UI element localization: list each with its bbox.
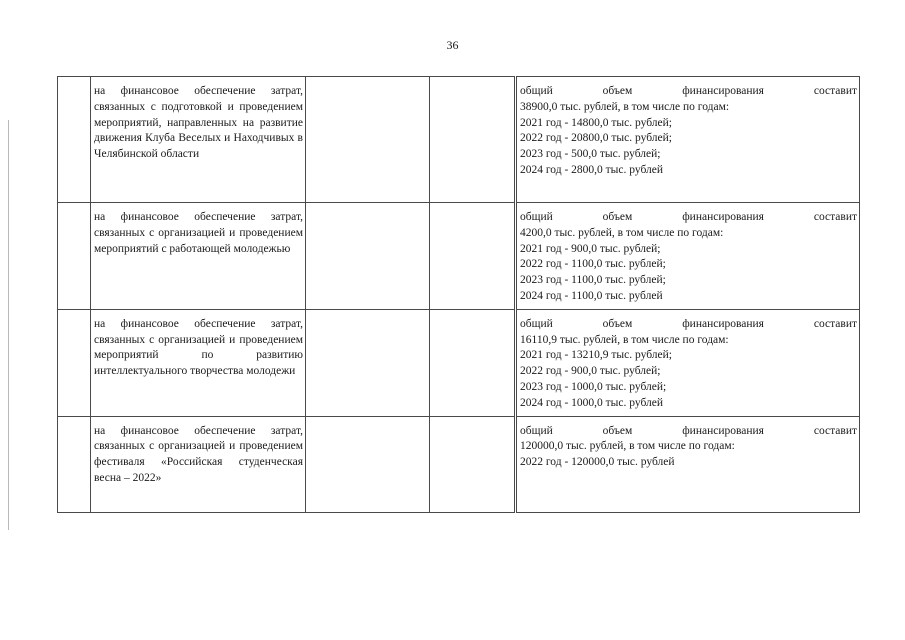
funding-year: 2022 год - 900,0 тыс. рублей; [520, 365, 661, 378]
funding-cell [516, 77, 860, 203]
funding-intro: общий объем финансирования составит [520, 317, 857, 330]
funding-year: 2022 год - 1100,0 тыс. рублей; [520, 258, 666, 271]
purpose-cell [91, 309, 306, 416]
funding-year: 2022 год - 120000,0 тыс. рублей [520, 456, 675, 469]
funding-year: 2023 год - 1000,0 тыс. рублей; [520, 380, 667, 393]
empty-cell [58, 309, 91, 416]
funding-year: 2024 год - 1100,0 тыс. рублей [520, 289, 663, 302]
funding-year: 2024 год - 2800,0 тыс. рублей [520, 163, 664, 176]
empty-cell [430, 203, 516, 310]
table-row [58, 203, 860, 310]
funding-year: 2024 год - 1000,0 тыс. рублей [520, 396, 664, 409]
table-row [58, 77, 860, 203]
empty-cell [306, 309, 430, 416]
empty-cell [430, 77, 516, 203]
funding-total: 120000,0 тыс. рублей, в том числе по годам: [520, 440, 735, 453]
funding-year: 2023 год - 1100,0 тыс. рублей; [520, 274, 666, 287]
purpose-text: на финансовое обеспечение затрат, связанных с организацией и проведением фестиваля «Российская студенческая весна – 2022» [94, 424, 303, 484]
empty-cell [306, 77, 430, 203]
purpose-cell [91, 416, 306, 512]
funding-intro: общий объем финансирования составит [520, 85, 857, 97]
purpose-text: на финансовое обеспечение затрат, связанных с организацией и проведением мероприятий с работающей молодежью [94, 211, 303, 255]
margin-rule [8, 120, 9, 530]
empty-cell [306, 203, 430, 310]
purpose-cell [91, 203, 306, 310]
table-row [58, 309, 860, 416]
purpose-text: на финансовое обеспечение затрат, связанных с подготовкой и проведением мероприятий, направленных на развитие движения Клуба Веселых и Находчивых в Челябинской области [94, 85, 303, 161]
funding-intro: общий объем финансирования составит [520, 211, 857, 223]
funding-intro: общий объем финансирования составит [520, 424, 857, 437]
funding-total: 16110,9 тыс. рублей, в том числе по годам: [520, 333, 729, 346]
empty-cell [58, 203, 91, 310]
purpose-cell [91, 77, 306, 203]
funding-cell [516, 203, 860, 310]
funding-year: 2022 год - 20800,0 тыс. рублей; [520, 132, 672, 145]
empty-cell [306, 416, 430, 512]
funding-year: 2021 год - 13210,9 тыс. рублей; [520, 349, 672, 362]
funding-cell [516, 309, 860, 416]
purpose-text: на финансовое обеспечение затрат, связанных с организацией и проведением мероприятий по развитию интеллектуального творчества молодежи [94, 317, 303, 378]
funding-year: 2023 год - 500,0 тыс. рублей; [520, 148, 661, 161]
funding-table [57, 76, 860, 513]
funding-year: 2021 год - 14800,0 тыс. рублей; [520, 116, 672, 129]
page-number: 36 [446, 38, 459, 52]
empty-cell [430, 309, 516, 416]
funding-total: 38900,0 тыс. рублей, в том числе по годам: [520, 100, 730, 113]
empty-cell [58, 416, 91, 512]
empty-cell [58, 77, 91, 203]
funding-total: 4200,0 тыс. рублей, в том числе по годам: [520, 226, 724, 239]
funding-year: 2021 год - 900,0 тыс. рублей; [520, 242, 661, 255]
empty-cell [430, 416, 516, 512]
funding-cell [516, 416, 860, 512]
table-row [58, 416, 860, 512]
